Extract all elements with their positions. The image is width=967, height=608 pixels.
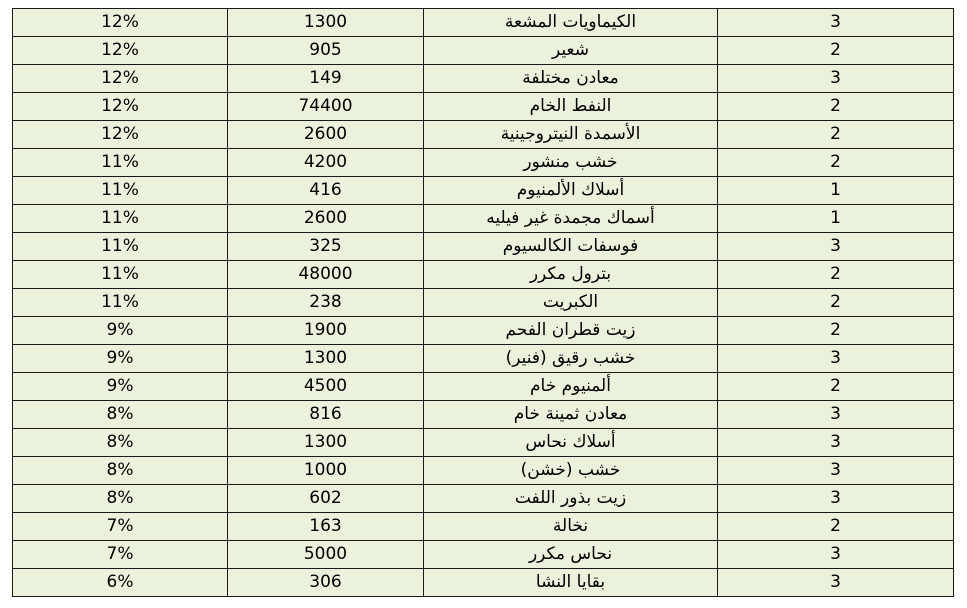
percentage-cell: 12% xyxy=(13,93,228,121)
table-row xyxy=(13,569,954,597)
percentage-cell: 12% xyxy=(13,121,228,149)
product-name-cell: الأسمدة النيتروجينية xyxy=(424,121,718,149)
percentage-cell: 7% xyxy=(13,513,228,541)
product-name-cell: زيت قطران الفحم xyxy=(424,317,718,345)
percentage-cell: 11% xyxy=(13,233,228,261)
code-cell: 3 xyxy=(718,345,954,373)
code-cell: 2 xyxy=(718,317,954,345)
percentage-cell: 9% xyxy=(13,345,228,373)
table-row xyxy=(13,65,954,93)
amount-cell: 325 xyxy=(228,233,424,261)
amount-cell: 4200 xyxy=(228,149,424,177)
code-cell: 3 xyxy=(718,233,954,261)
code-cell: 3 xyxy=(718,541,954,569)
percentage-cell: 9% xyxy=(13,317,228,345)
table-body xyxy=(13,9,954,597)
amount-cell: 1300 xyxy=(228,429,424,457)
amount-cell: 149 xyxy=(228,65,424,93)
amount-cell: 4500 xyxy=(228,373,424,401)
product-name-cell: خشب منشور xyxy=(424,149,718,177)
amount-cell: 905 xyxy=(228,37,424,65)
percentage-cell: 11% xyxy=(13,177,228,205)
percentage-cell: 8% xyxy=(13,429,228,457)
percentage-cell: 8% xyxy=(13,485,228,513)
table-row xyxy=(13,373,954,401)
code-cell: 1 xyxy=(718,205,954,233)
product-name-cell: نحاس مكرر xyxy=(424,541,718,569)
percentage-cell: 8% xyxy=(13,457,228,485)
table-row xyxy=(13,121,954,149)
amount-cell: 48000 xyxy=(228,261,424,289)
product-name-cell: الكيماويات المشعة xyxy=(424,9,718,37)
table-row xyxy=(13,177,954,205)
percentage-cell: 6% xyxy=(13,569,228,597)
percentage-cell: 11% xyxy=(13,149,228,177)
percentage-cell: 8% xyxy=(13,401,228,429)
code-cell: 2 xyxy=(718,37,954,65)
code-cell: 2 xyxy=(718,149,954,177)
table-row xyxy=(13,345,954,373)
amount-cell: 1900 xyxy=(228,317,424,345)
amount-cell: 238 xyxy=(228,289,424,317)
product-name-cell: فوسفات الكالسيوم xyxy=(424,233,718,261)
percentage-cell: 11% xyxy=(13,261,228,289)
percentage-cell: 11% xyxy=(13,205,228,233)
code-cell: 1 xyxy=(718,177,954,205)
table-row xyxy=(13,233,954,261)
table-row xyxy=(13,401,954,429)
percentage-cell: 7% xyxy=(13,541,228,569)
percentage-cell: 12% xyxy=(13,9,228,37)
table-row xyxy=(13,541,954,569)
product-name-cell: أسلاك الألمنيوم xyxy=(424,177,718,205)
data-table-container xyxy=(12,8,953,597)
amount-cell: 74400 xyxy=(228,93,424,121)
percentage-cell: 12% xyxy=(13,65,228,93)
data-table xyxy=(12,8,954,597)
amount-cell: 306 xyxy=(228,569,424,597)
code-cell: 3 xyxy=(718,457,954,485)
table-row xyxy=(13,261,954,289)
product-name-cell: الكبريت xyxy=(424,289,718,317)
code-cell: 3 xyxy=(718,569,954,597)
product-name-cell: معادن مختلفة xyxy=(424,65,718,93)
product-name-cell: زيت بذور اللفت xyxy=(424,485,718,513)
amount-cell: 416 xyxy=(228,177,424,205)
table-row xyxy=(13,93,954,121)
code-cell: 2 xyxy=(718,121,954,149)
code-cell: 2 xyxy=(718,93,954,121)
product-name-cell: النفط الخام xyxy=(424,93,718,121)
code-cell: 3 xyxy=(718,9,954,37)
amount-cell: 2600 xyxy=(228,205,424,233)
code-cell: 2 xyxy=(718,373,954,401)
table-row xyxy=(13,317,954,345)
table-row xyxy=(13,457,954,485)
product-name-cell: خشب (خشن) xyxy=(424,457,718,485)
percentage-cell: 11% xyxy=(13,289,228,317)
table-row xyxy=(13,485,954,513)
table-row xyxy=(13,205,954,233)
percentage-cell: 9% xyxy=(13,373,228,401)
product-name-cell: خشب رقيق (فنير) xyxy=(424,345,718,373)
code-cell: 3 xyxy=(718,485,954,513)
code-cell: 2 xyxy=(718,261,954,289)
amount-cell: 1300 xyxy=(228,345,424,373)
product-name-cell: أسماك مجمدة غير فيليه xyxy=(424,205,718,233)
table-row xyxy=(13,289,954,317)
code-cell: 3 xyxy=(718,65,954,93)
product-name-cell: أسلاك نحاس xyxy=(424,429,718,457)
product-name-cell: شعير xyxy=(424,37,718,65)
amount-cell: 816 xyxy=(228,401,424,429)
product-name-cell: معادن ثمينة خام xyxy=(424,401,718,429)
product-name-cell: ألمنيوم خام xyxy=(424,373,718,401)
code-cell: 3 xyxy=(718,401,954,429)
amount-cell: 163 xyxy=(228,513,424,541)
percentage-cell: 12% xyxy=(13,37,228,65)
amount-cell: 1000 xyxy=(228,457,424,485)
table-row xyxy=(13,37,954,65)
code-cell: 2 xyxy=(718,289,954,317)
amount-cell: 602 xyxy=(228,485,424,513)
table-row xyxy=(13,9,954,37)
code-cell: 2 xyxy=(718,513,954,541)
table-row xyxy=(13,429,954,457)
product-name-cell: بترول مكرر xyxy=(424,261,718,289)
amount-cell: 5000 xyxy=(228,541,424,569)
amount-cell: 1300 xyxy=(228,9,424,37)
product-name-cell: نخالة xyxy=(424,513,718,541)
product-name-cell: بقايا النشا xyxy=(424,569,718,597)
code-cell: 3 xyxy=(718,429,954,457)
table-row xyxy=(13,149,954,177)
amount-cell: 2600 xyxy=(228,121,424,149)
table-row xyxy=(13,513,954,541)
